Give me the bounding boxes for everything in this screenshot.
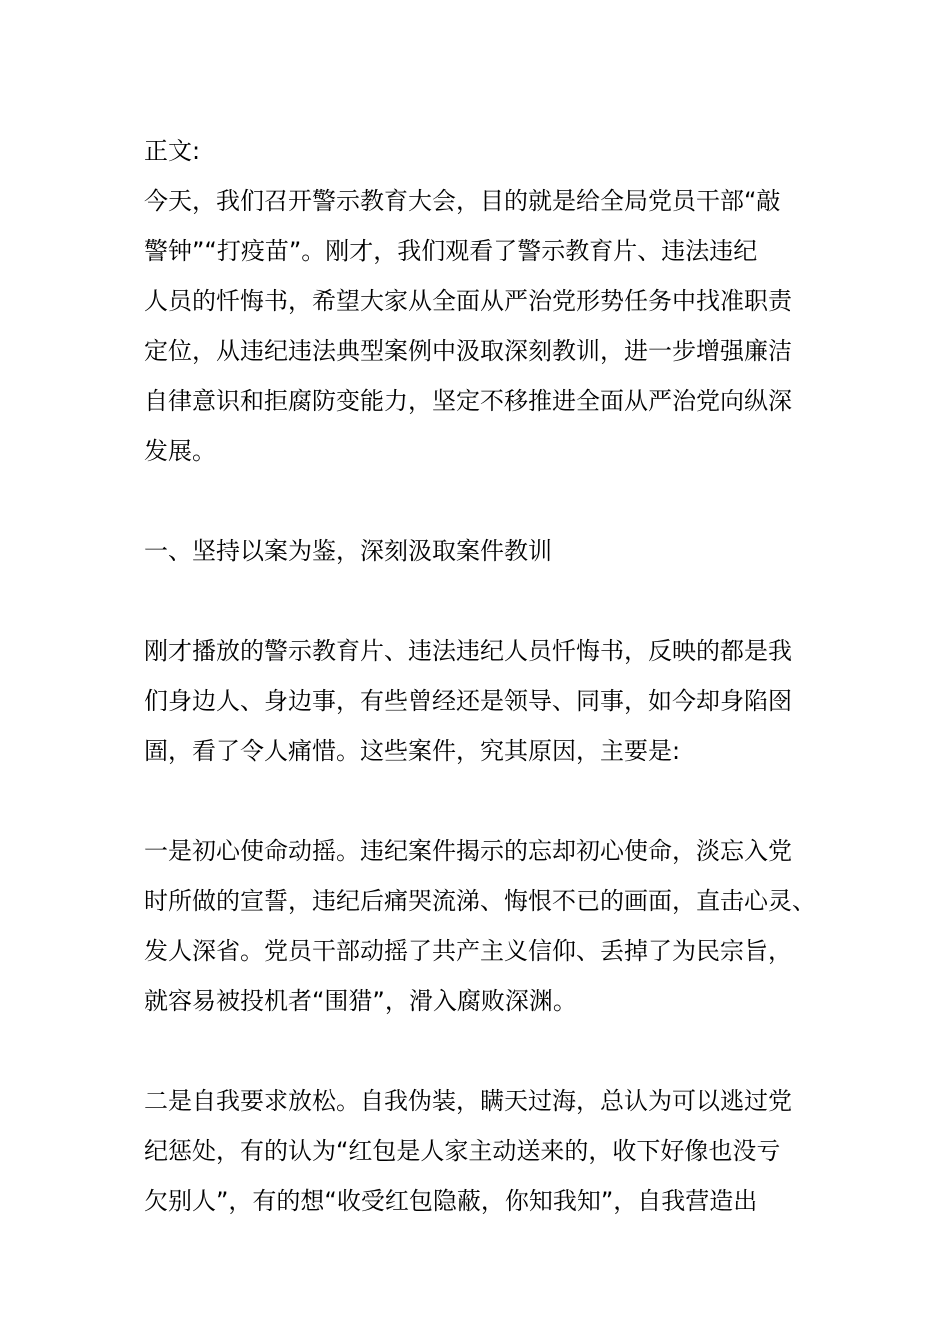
section-heading bbox=[144, 526, 816, 576]
paragraph-line: 自律意识和拒腐防变能力，坚定不移推进全面从严治党向纵深 bbox=[144, 387, 792, 415]
paragraph-line: 二是自我要求放松。自我伪装，瞒天过海，总认为可以逃过党 bbox=[144, 1087, 792, 1115]
paragraph-line: 时所做的宣誓，违纪后痛哭流涕、悔恨不已的画面，直击心灵、 bbox=[144, 887, 816, 915]
heading-line: 一、坚持以案为鉴，深刻汲取案件教训 bbox=[144, 537, 552, 565]
paragraph-line: 发展。 bbox=[144, 437, 216, 465]
paragraph-line: 今天，我们召开警示教育大会，目的就是给全局党员干部“敲 bbox=[144, 187, 781, 215]
paragraph-spacer bbox=[144, 576, 816, 626]
paragraph-spacer bbox=[144, 476, 816, 526]
paragraph-line: 欠别人”，有的想“收受红包隐蔽，你知我知”，自我营造出 bbox=[144, 1187, 758, 1215]
paragraph-line: 一是初心使命动摇。违纪案件揭示的忘却初心使命，淡忘入党 bbox=[144, 837, 792, 865]
point-one-paragraph bbox=[144, 826, 816, 1026]
paragraph-line: 纪惩处，有的认为“红包是人家主动送来的，收下好像也没亏 bbox=[144, 1137, 781, 1165]
paragraph-line: 们身边人、身边事，有些曾经还是领导、同事，如今却身陷囹 bbox=[144, 687, 792, 715]
body-label: 正文: bbox=[144, 137, 201, 165]
point-two-paragraph bbox=[144, 1076, 816, 1226]
paragraph-spacer bbox=[144, 1026, 816, 1076]
paragraph-line: 警钟”“打疫苗”。刚才，我们观看了警示教育片、违法违纪 bbox=[144, 237, 758, 265]
intro-paragraph bbox=[144, 176, 816, 476]
paragraph-line: 发人深省。党员干部动摇了共产主义信仰、丢掉了为民宗旨， bbox=[144, 937, 792, 965]
document-body bbox=[144, 126, 816, 1226]
paragraph-line: 圄，看了令人痛惜。这些案件，究其原因，主要是: bbox=[144, 737, 681, 765]
paragraph-spacer bbox=[144, 776, 816, 826]
cases-paragraph bbox=[144, 626, 816, 776]
paragraph-line: 刚才播放的警示教育片、违法违纪人员忏悔书，反映的都是我 bbox=[144, 637, 792, 665]
paragraph-line: 人员的忏悔书，希望大家从全面从严治党形势任务中找准职责 bbox=[144, 287, 792, 315]
paragraph-line: 就容易被投机者“围猎”，滑入腐败深渊。 bbox=[144, 987, 577, 1015]
paragraph-line: 定位，从违纪违法典型案例中汲取深刻教训，进一步增强廉洁 bbox=[144, 337, 792, 365]
